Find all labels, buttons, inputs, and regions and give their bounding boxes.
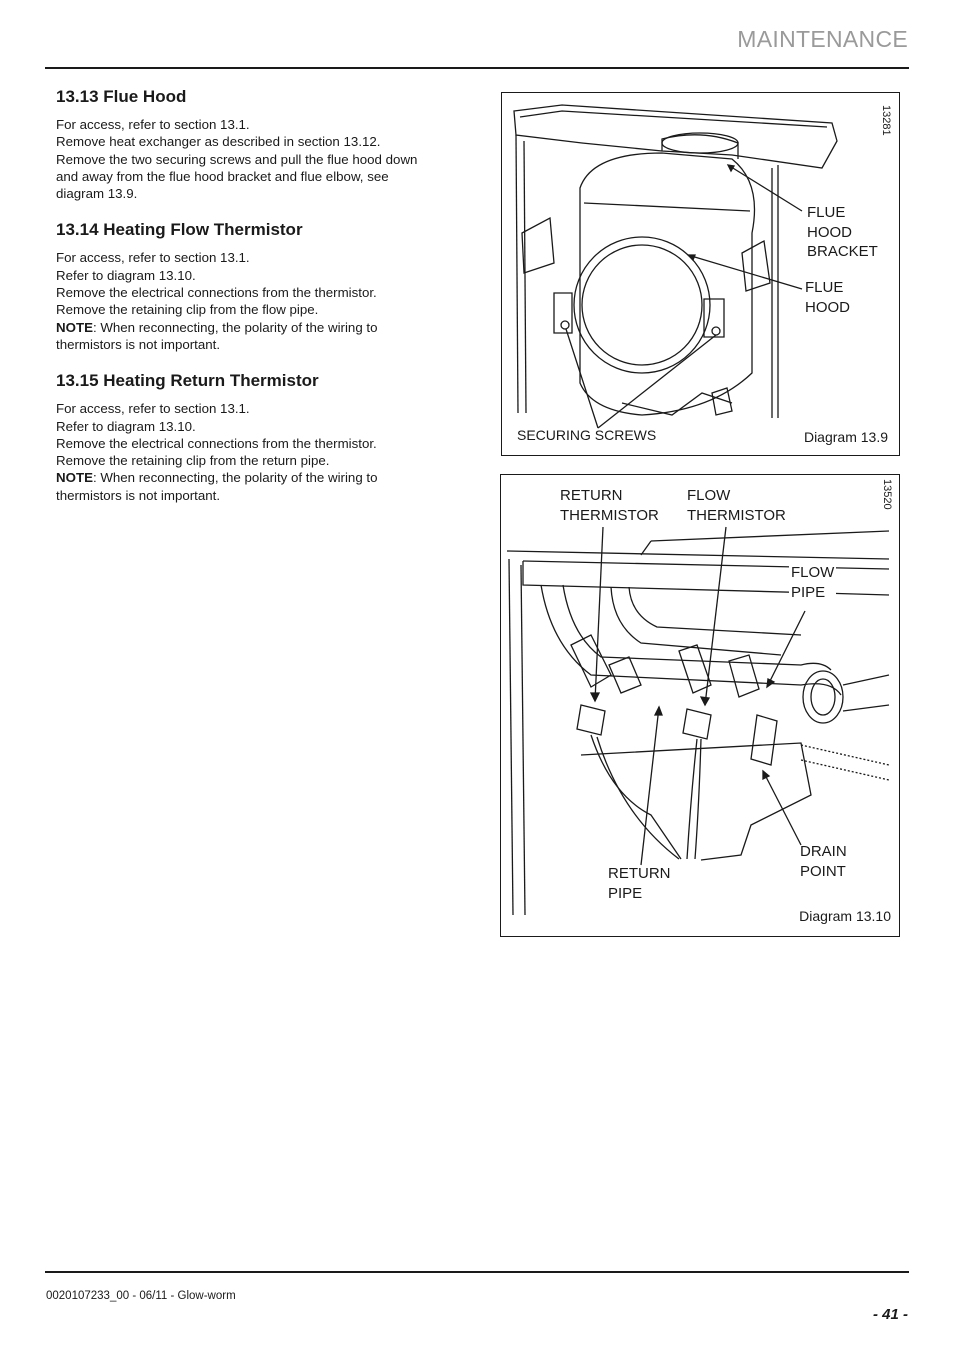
label-line: DRAIN [800, 843, 847, 860]
label-flue-hood [805, 278, 850, 317]
footer-rule [45, 1271, 909, 1273]
note-label: NOTE [56, 319, 93, 335]
diagram-reference-number: 13281 [880, 105, 892, 136]
diagram-reference-number: 13520 [881, 479, 893, 510]
label-line: HOOD [807, 223, 852, 241]
diagram-caption: Diagram 13.10 [799, 908, 891, 924]
paragraph-line: Remove the electrical connections from the thermistor. [56, 435, 377, 451]
label-line: THERMISTOR [560, 506, 659, 524]
label-flow-thermistor [687, 486, 786, 525]
label-line: PIPE [791, 583, 826, 601]
paragraph-line: Remove the electrical connections from the thermistor. [56, 285, 377, 301]
note-line [56, 469, 456, 486]
text-column [56, 86, 456, 521]
paragraph-line: Remove heat exchanger as described in section 13.12. [56, 134, 381, 150]
document-code: 0020107233_00 - 06/11 - Glow-worm [46, 1290, 236, 1302]
paragraph-line: Remove the retaining clip from the return pipe. [56, 453, 330, 469]
note-text: : When reconnecting, the polarity of the wiring to [92, 319, 378, 335]
label-line: FLOW [791, 564, 835, 581]
page-header-title: MAINTENANCE [737, 26, 908, 52]
label-line: RETURN [608, 865, 671, 882]
paragraph-line: Refer to diagram 13.10. [56, 267, 196, 283]
label-line: FLUE [807, 204, 846, 221]
label-line: FLOW [687, 487, 731, 504]
paragraph-line: and away from the flue hood bracket and flue elbow, see [56, 168, 389, 184]
note-text: : When reconnecting, the polarity of the wiring to [92, 470, 378, 486]
paragraph-line: diagram 13.9. [56, 186, 138, 202]
section-return-thermistor [56, 370, 456, 504]
section-heading: 13.13 Flue Hood [56, 87, 187, 106]
flue-hood-illustration [502, 93, 899, 455]
section-heading: 13.15 Heating Return Thermistor [56, 371, 319, 391]
note-label: NOTE [56, 470, 93, 486]
header-rule [45, 67, 909, 69]
label-line: THERMISTOR [687, 506, 786, 524]
label-line: POINT [800, 862, 846, 880]
label-return-pipe [608, 864, 671, 903]
label-return-thermistor [560, 486, 659, 525]
note-continuation: thermistors is not important. [56, 487, 221, 503]
section-heading: 13.14 Heating Flow Thermistor [56, 220, 303, 240]
label-securing-screws: SECURING SCREWS [517, 427, 657, 443]
paragraph-line: For access, refer to section 13.1. [56, 117, 250, 132]
label-flue-hood-bracket [807, 203, 878, 262]
label-line: HOOD [805, 298, 850, 316]
note-line [56, 319, 456, 336]
section-flue-hood [56, 86, 456, 202]
section-flow-thermistor [56, 219, 456, 353]
label-line: PIPE [608, 884, 643, 902]
label-line: BRACKET [807, 243, 878, 260]
label-line: FLUE [805, 279, 844, 296]
label-line: RETURN [560, 487, 623, 504]
page-number: - 41 - [872, 1306, 908, 1323]
diagram-thermistors [500, 474, 900, 937]
diagram-flue-hood [501, 92, 900, 456]
label-drain-point [800, 842, 847, 881]
paragraph-line: For access, refer to section 13.1. [56, 401, 250, 417]
paragraph-line: For access, refer to section 13.1. [56, 250, 250, 266]
note-continuation: thermistors is not important. [56, 336, 221, 352]
paragraph-line: Remove the two securing screws and pull the flue hood down [56, 151, 418, 167]
diagram-caption: Diagram 13.9 [803, 429, 888, 445]
paragraph-line: Refer to diagram 13.10. [56, 418, 196, 434]
label-flow-pipe [789, 563, 836, 602]
paragraph-line: Remove the retaining clip from the flow pipe. [56, 302, 319, 318]
